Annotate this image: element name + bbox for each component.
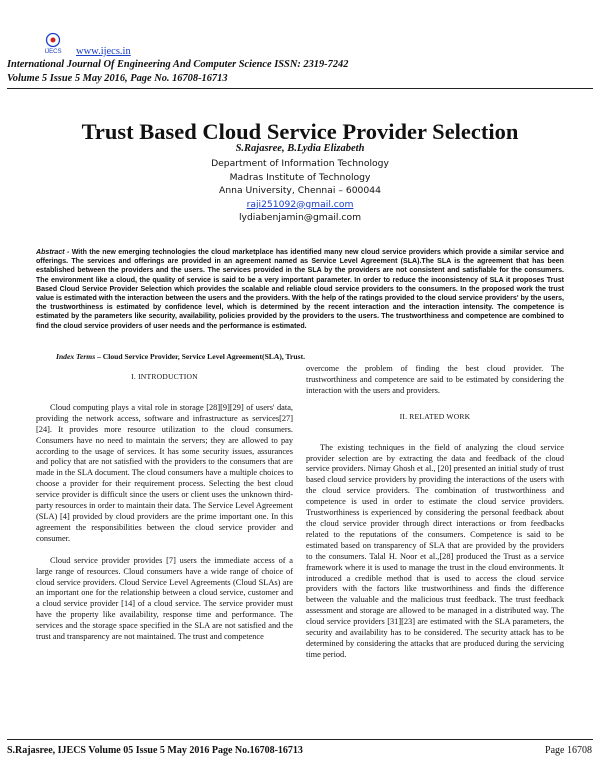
journal-info xyxy=(7,58,348,85)
left-column xyxy=(36,372,293,643)
header-rule xyxy=(7,88,593,89)
journal-logo-icon xyxy=(38,32,68,54)
abstract-label: Abstract - xyxy=(36,249,70,256)
paper-authors: S.Rajasree, B.Lydia Elizabeth xyxy=(235,143,365,154)
right-column xyxy=(306,364,564,661)
abstract xyxy=(36,248,564,331)
page-number: Page 16708 xyxy=(545,745,592,756)
index-terms-label: Index Terms xyxy=(56,352,96,361)
institute: Madras Institute of Technology xyxy=(229,171,371,183)
index-terms xyxy=(56,352,305,361)
logo-text: IJECS xyxy=(44,49,62,54)
section-heading-introduction: I. INTRODUCTION xyxy=(131,372,198,381)
journal-volume: Volume 5 Issue 5 May 2016, Page No. 16708-16713 xyxy=(7,72,228,84)
footer-rule xyxy=(7,739,593,740)
email-link[interactable]: raji251092@gmail.com xyxy=(246,198,354,210)
index-terms-text: – Cloud Service Provider, Service Level Agreement(SLA), Trust. xyxy=(95,352,306,361)
abstract-text: With the new emerging technologies the cloud marketplace has identified many new cloud service providers which provide a similar service and offerings. The services and offerings are provided in an agreement named as Service Level Agreement (SLA).The SLA is the agreement that has been established between the providers and the users. The services provided in the SLA by the providers are not consistent and satisfiable for the consumers. The environment like a cloud, the quality of service is said to be a very important parameter. In order to reduce the inconsistency of SLA it proposes Trust Based Cloud Service Provider Selection which provides the scalable and reliable cloud service providers to the consumers. In the proposed work the trust value is estimated with the interaction between the users and the providers. With the help of the ratings provided to the cloud service providers' by the users, the trustworthiness is estimated by confidence level, which is determined by the recent interaction and the interaction intensity. The competence is estimated by the parameters like security, availability, policies provided by the providers to the users. The trustworthiness and competence are combined to find the cloud service providers of user needs and the performance is estimated. xyxy=(36,249,564,330)
email-text: lydiabenjamin@gmail.com xyxy=(238,212,362,223)
paragraph: The existing techniques in the field of analyzing the cloud service provider selection are by extracting the data and feedback of the cloud service providers. Nirnay Ghosh et al., [20] presented an initial study of trust based cloud service providers by providing the interactions of the users with the cloud service providers. The combination of trustworthiness and competence is used in order to estimate the cloud service providers. Trustworthiness is experienced by considering the personal feedback about the cloud service provider through direct interactions or from feedbacks related to the reputations of the consumers. Competence is said to be estimated based on transparency of SLA that are provided by the providers to the consumers. Talal H. Noor et al.,[28] produced the Trust as a service framework where it is used to manage the trust in the cloud environments. It introduced a credible method that is used to access the cloud service providers with the factors like trustworthiness and finds the difference between the valuable and the malicious trust feedback. The trust feedback assessment and storage are allowed to be managed in a distributed way. The cloud service providers [31][23] are estimated with the SLA parameters, the security and availability has to be considered. The security attack has to be determined by considering the attacks that are produced during the servicing time period. xyxy=(306,442,564,659)
paragraph: Cloud computing plays a vital role in storage [28][9][29] of users' data, providing the network access, software and infrastructure as services[27][24]. It provides more resource utilization to the cloud consumers. Consumers have no need to maintain the servers; they are allowed to pay according to the usage of services. It has some security issues, assurances and policy that are not satisfied with the providers to the consumers that are made in the SLA document. The cloud consumers have a multiple choices to choose a provider for their requirement process. Selecting the best cloud service provider is difficult since the users or client uses the unknown third-party resources in order to maintain their data. The Service Level Agreement (SLA) [4] provided by cloud providers are the prime important one. In this agreement the responsibilities between the cloud service provider and consumer. xyxy=(36,402,293,543)
department: Department of Information Technology xyxy=(211,158,389,169)
paragraph: Cloud service provider provides [7] users the immediate access of a large range of resources. Cloud consumers have a wide range of choice of cloud service providers. Cloud Service Level Agreements (Cloud SLAs) are an important one for the relationship between a cloud service, customer and a cloud service provider [14] of a cloud service. The service provider must have the property like availability, response time and performance. The services and the storage space specified in the SLA are not satisfied and the trust and transparency are not maintained. The trust and competence xyxy=(36,555,293,642)
section-heading-related-work: II. RELATED WORK xyxy=(399,411,471,421)
journal-name: International Journal Of Engineering And Computer Science ISSN: 2319-7242 xyxy=(7,59,349,70)
author-affiliation xyxy=(0,157,600,225)
website-link[interactable]: www.ijecs.in xyxy=(76,46,131,57)
footer-citation: S.Rajasree, IJECS Volume 05 Issue 5 May 2016 Page No.16708-16713 xyxy=(7,745,303,756)
university: Anna University, Chennai – 600044 xyxy=(219,185,381,196)
paper-title: Trust Based Cloud Service Provider Selection xyxy=(81,119,519,144)
paragraph: overcome the problem of finding the best cloud provider. The trustworthiness and competence are said to be estimated by considering the interaction with the users and providers. xyxy=(306,364,564,395)
